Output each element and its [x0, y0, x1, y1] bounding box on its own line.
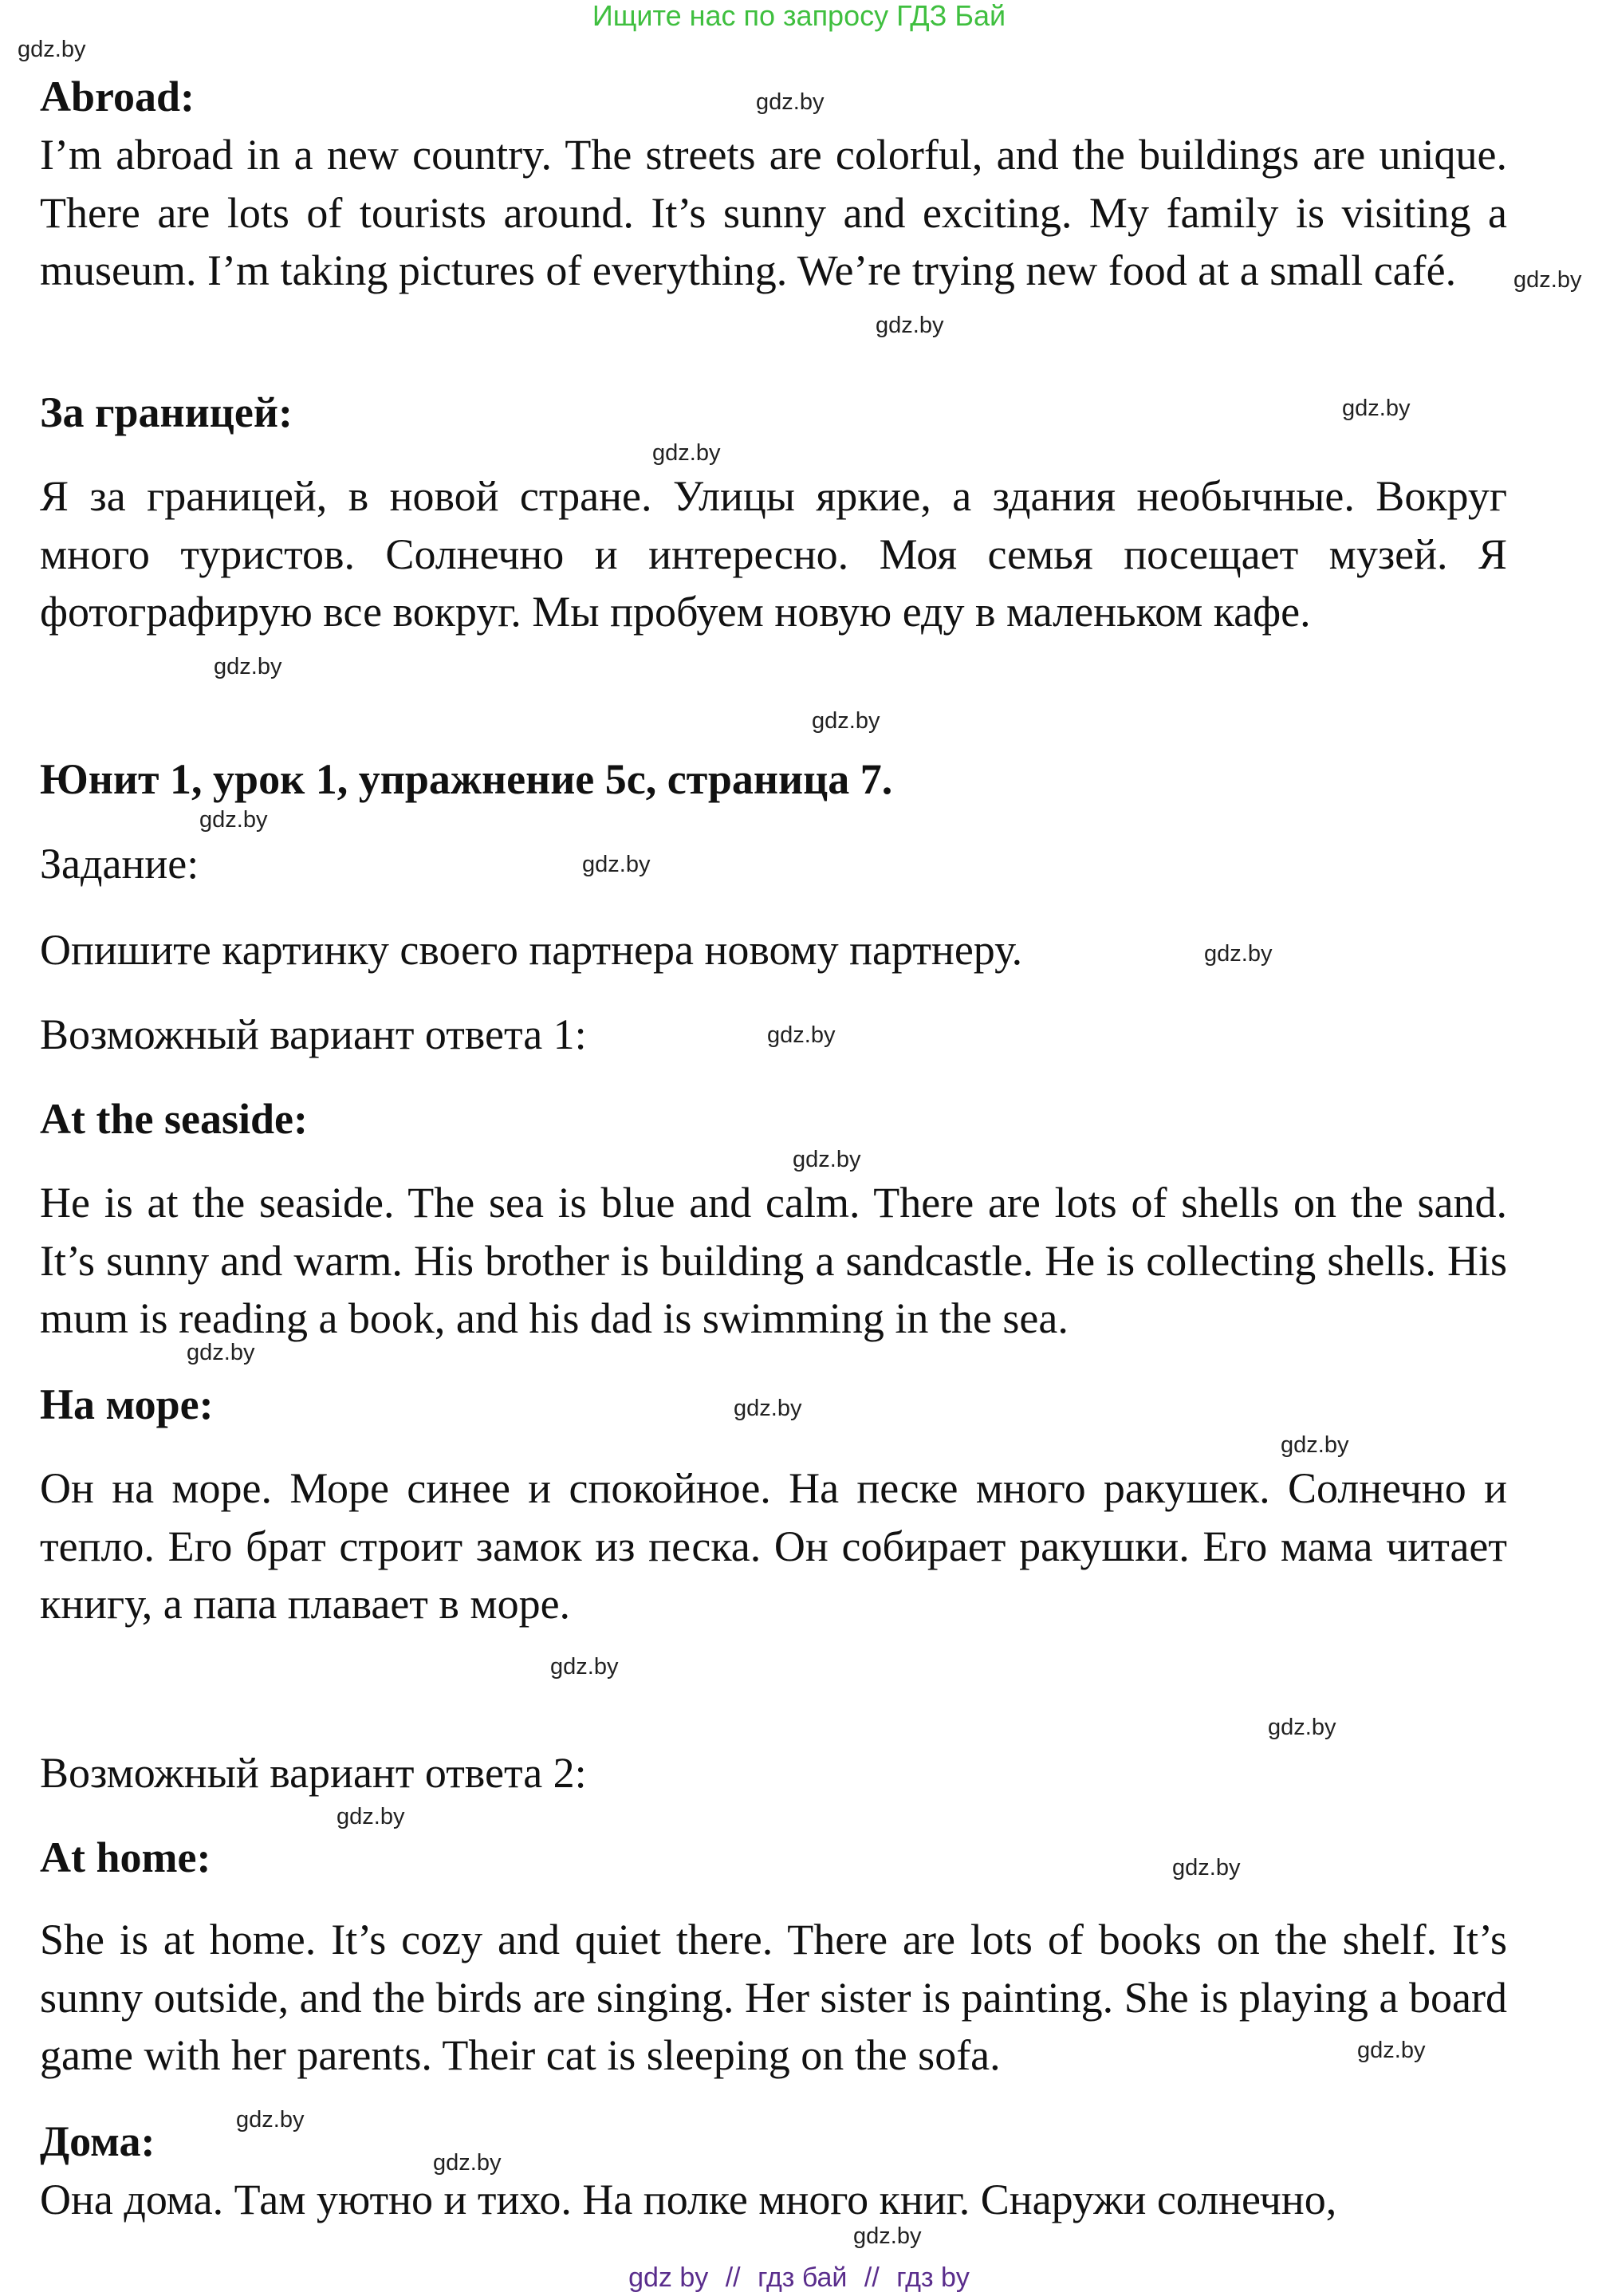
abroad-ru-paragraph: Я за границей, в новой стране. Улицы яркие, а здания необычные. Вокруг много туристов. Солнечно и интересно. Моя семья посещает музей. Я фотографирую все вокруг. Мы пробуем новую еду в маленьком кафе. [40, 472, 1507, 636]
exercise-title: Юнит 1, урок 1, упражнение 5с, страница 7. [40, 755, 893, 803]
watermark: gdz.by [812, 708, 880, 734]
home-ru-paragraph: Она дома. Там уютно и тихо. На полке много книг. Снаружи солнечно, [40, 2176, 1337, 2223]
home-paragraph: She is at home. It’s cozy and quiet there. There are lots of books on the shelf. It’s sunny outside, and the birds are singing. Her sister is painting. She is playing a board game with her parents. Their cat is sleeping on the sofa. [40, 1916, 1507, 2079]
task-text: Опишите картинку своего партнера новому партнеру. [40, 926, 1023, 974]
watermark: gdz.by [1342, 396, 1411, 421]
seaside-heading: At the seaside: [40, 1095, 308, 1143]
watermark: gdz.by [582, 852, 651, 877]
watermark: gdz.by [550, 1654, 619, 1680]
abroad-paragraph: I’m abroad in a new country. The streets are colorful, and the buildings are unique. There are lots of tourists around. It’s sunny and exciting. My family is visiting a museum. I’m taking pictures of everything. We’re trying new food at a small café. [40, 131, 1507, 294]
top-banner[interactable]: Ищите нас по запросу ГДЗ Бай [592, 0, 1006, 32]
watermark: gdz.by [199, 807, 268, 833]
watermark: gdz.by [876, 313, 944, 338]
watermark: gdz.by [1172, 1855, 1241, 1881]
watermark: gdz.by [734, 1396, 802, 1421]
watermark: gdz.by [337, 1804, 405, 1829]
seaside-paragraph: He is at the seaside. The sea is blue and calm. There are lots of shells on the sand. It’s sunny and warm. His brother is building a sandcastle. He is collecting shells. His mum is reading a book, and his dad is swimming in the sea. [40, 1179, 1507, 1342]
footer-link-gdz-by[interactable]: gdz by [628, 2263, 709, 2293]
abroad-heading: Abroad: [40, 73, 195, 120]
watermark: gdz.by [1268, 1715, 1336, 1740]
watermark: gdz.by [793, 1147, 861, 1172]
watermark: gdz.by [652, 440, 721, 466]
watermark: gdz.by [756, 89, 825, 115]
watermark: gdz.by [853, 2223, 922, 2249]
watermark: gdz.by [433, 2150, 502, 2176]
footer-separator: // [864, 2263, 880, 2293]
watermark: gdz.by [236, 2107, 305, 2133]
sea-ru-heading: На море: [40, 1380, 214, 1428]
variant-1-label: Возможный вариант ответа 1: [40, 1010, 587, 1058]
home-ru-heading: Дома: [40, 2117, 155, 2165]
watermark: gdz.by [1204, 941, 1273, 967]
variant-2-label: Возможный вариант ответа 2: [40, 1749, 587, 1797]
task-label: Задание: [40, 840, 199, 888]
footer-link-gdz-bai[interactable]: гдз бай [758, 2263, 848, 2293]
footer-link-gdz-by-ru[interactable]: гдз by [896, 2263, 970, 2293]
watermark: gdz.by [214, 654, 282, 679]
watermark: gdz.by [18, 37, 86, 62]
watermark: gdz.by [1281, 1432, 1349, 1458]
watermark: gdz.by [187, 1340, 255, 1365]
footer-separator: // [725, 2263, 741, 2293]
watermark: gdz.by [1357, 2038, 1426, 2063]
abroad-ru-heading: За границей: [40, 388, 293, 436]
watermark: gdz.by [767, 1022, 836, 1048]
footer-links [0, 2262, 1598, 2294]
watermark: gdz.by [1513, 267, 1582, 293]
home-heading: At home: [40, 1833, 211, 1881]
sea-ru-paragraph: Он на море. Море синее и спокойное. На песке много ракушек. Солнечно и тепло. Его брат строит замок из песка. Он собирает ракушки. Его мама читает книгу, а папа плавает в море. [40, 1464, 1507, 1628]
